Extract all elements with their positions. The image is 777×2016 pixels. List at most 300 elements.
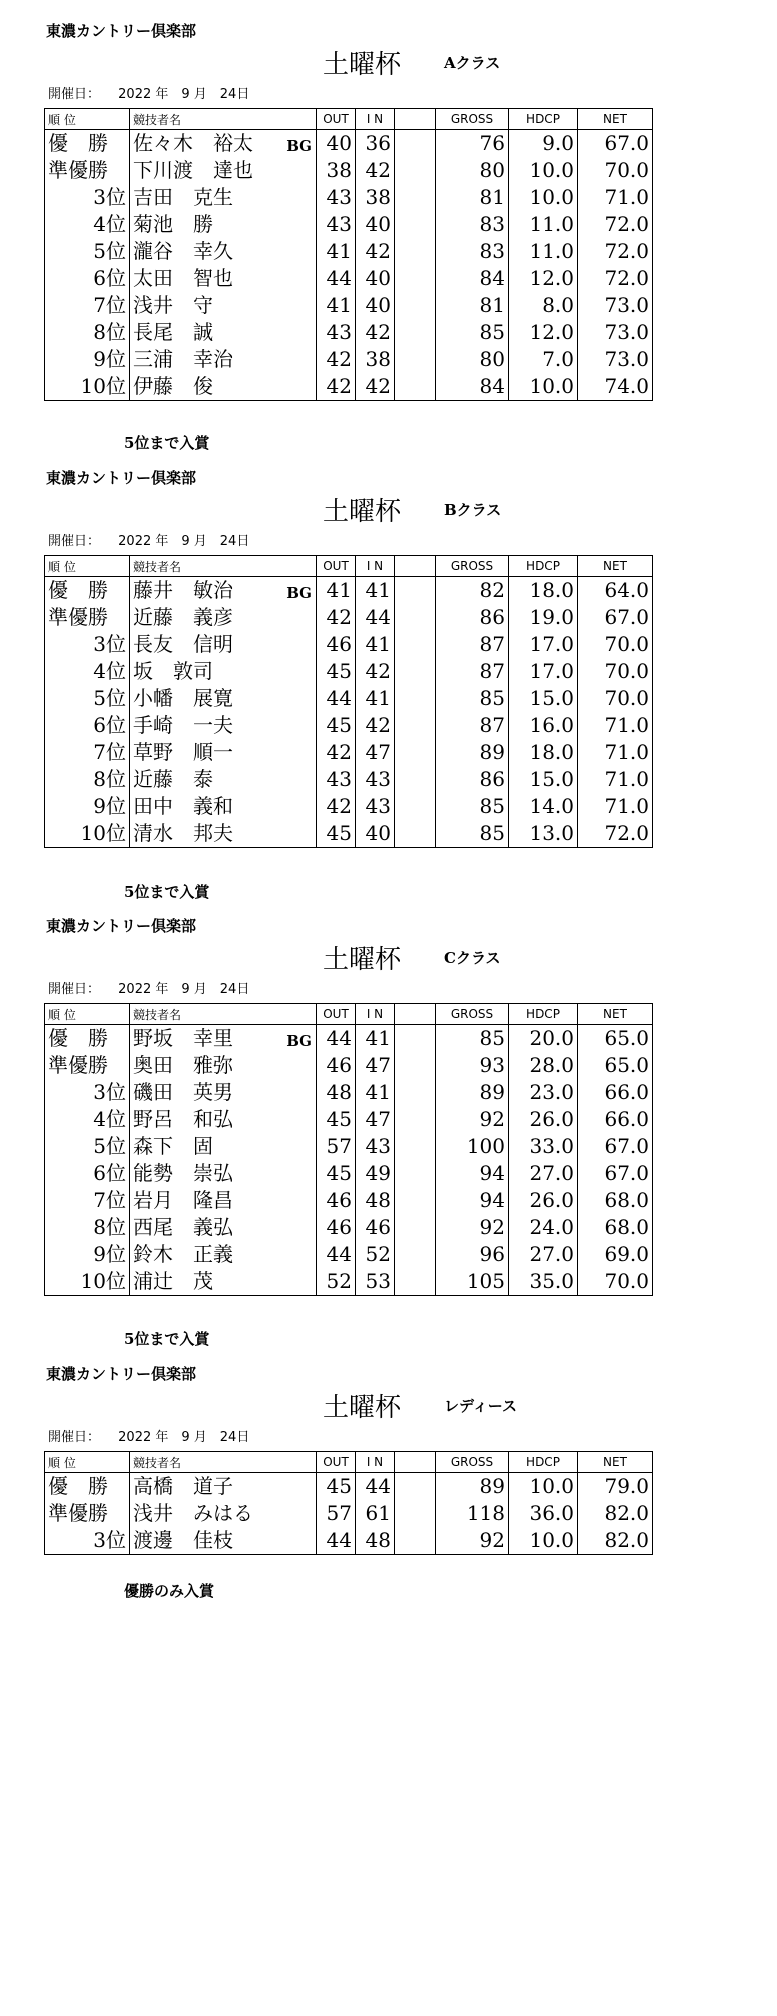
competitor-name-cell <box>130 1052 317 1079</box>
hdcp-cell: 35.0 <box>509 1268 578 1296</box>
competitor-name: 野坂 幸里 <box>133 1026 233 1050</box>
hdcp-cell: 15.0 <box>509 766 578 793</box>
table-row <box>45 820 653 848</box>
gross-score-cell: 89 <box>436 739 509 766</box>
table-row <box>45 1500 653 1527</box>
in-score-cell: 47 <box>356 1106 395 1133</box>
out-header: OUT <box>317 1452 356 1473</box>
competitor-name-cell <box>130 319 317 346</box>
gross-score-cell: 89 <box>436 1473 509 1501</box>
in-score-cell: 49 <box>356 1160 395 1187</box>
hdcp-cell: 26.0 <box>509 1106 578 1133</box>
competitor-name: 太田 智也 <box>133 266 233 290</box>
rank-cell: 準優勝 <box>45 1052 130 1079</box>
rank-cell: 3位 <box>45 1527 130 1555</box>
in-score-cell: 48 <box>356 1187 395 1214</box>
in-header: I N <box>356 1004 395 1025</box>
in-header: I N <box>356 109 395 130</box>
rank-cell: 優 勝 <box>45 1473 130 1501</box>
gross-score-cell: 80 <box>436 346 509 373</box>
hdcp-cell: 27.0 <box>509 1241 578 1268</box>
rank-cell: 準優勝 <box>45 157 130 184</box>
out-header: OUT <box>317 109 356 130</box>
competitor-name-cell <box>130 604 317 631</box>
competitor-name: 野呂 和弘 <box>133 1107 233 1131</box>
competitor-name-cell <box>130 1214 317 1241</box>
competitor-name: 清水 邦夫 <box>133 821 233 845</box>
out-score-cell: 42 <box>317 604 356 631</box>
competitor-name-cell <box>130 1500 317 1527</box>
blank-cell <box>395 766 436 793</box>
blank-cell <box>395 1473 436 1501</box>
hdcp-cell: 10.0 <box>509 157 578 184</box>
table-row <box>45 1025 653 1053</box>
in-score-cell: 61 <box>356 1500 395 1527</box>
competitor-name: 田中 義和 <box>133 794 233 818</box>
in-score-cell: 43 <box>356 793 395 820</box>
competitor-name: 近藤 義彦 <box>133 605 233 629</box>
in-score-cell: 40 <box>356 211 395 238</box>
net-score-cell: 65.0 <box>578 1025 653 1053</box>
competitor-name-cell <box>130 373 317 401</box>
competitor-name: 坂 敦司 <box>133 659 213 683</box>
competitor-name-cell <box>130 1187 317 1214</box>
gross-score-cell: 84 <box>436 265 509 292</box>
competitor-name-cell <box>130 130 317 158</box>
out-score-cell: 57 <box>317 1133 356 1160</box>
competitor-name: 吉田 克生 <box>133 185 233 209</box>
gross-score-cell: 86 <box>436 766 509 793</box>
gross-header: GROSS <box>436 1452 509 1473</box>
net-score-cell: 82.0 <box>578 1527 653 1555</box>
gross-header: GROSS <box>436 1004 509 1025</box>
competitor-name: 岩月 隆昌 <box>133 1188 233 1212</box>
hdcp-cell: 28.0 <box>509 1052 578 1079</box>
results-table <box>44 108 653 401</box>
net-score-cell: 70.0 <box>578 658 653 685</box>
hdcp-cell: 18.0 <box>509 739 578 766</box>
competitor-name-cell <box>130 1025 317 1053</box>
gross-score-cell: 100 <box>436 1133 509 1160</box>
gross-score-cell: 85 <box>436 820 509 848</box>
hdcp-cell: 10.0 <box>509 184 578 211</box>
rank-cell: 3位 <box>45 184 130 211</box>
table-row <box>45 1187 653 1214</box>
net-score-cell: 71.0 <box>578 793 653 820</box>
net-score-cell: 72.0 <box>578 820 653 848</box>
header-row <box>45 109 653 130</box>
hdcp-cell: 10.0 <box>509 373 578 401</box>
hdcp-cell: 16.0 <box>509 712 578 739</box>
net-score-cell: 70.0 <box>578 631 653 658</box>
blank-cell <box>395 1241 436 1268</box>
table-row <box>45 1214 653 1241</box>
date-label: 開催日： <box>48 534 101 549</box>
blank-cell <box>395 184 436 211</box>
results-section-a <box>0 0 777 452</box>
cup-title: 土曜杯 <box>323 497 402 527</box>
rank-cell: 8位 <box>45 766 130 793</box>
out-score-cell: 43 <box>317 184 356 211</box>
out-score-cell: 43 <box>317 766 356 793</box>
blank-cell <box>395 1187 436 1214</box>
out-score-cell: 44 <box>317 265 356 292</box>
table-row <box>45 1106 653 1133</box>
net-score-cell: 69.0 <box>578 1241 653 1268</box>
gross-score-cell: 105 <box>436 1268 509 1296</box>
hdcp-cell: 12.0 <box>509 319 578 346</box>
hdcp-header: HDCP <box>509 556 578 577</box>
class-label: Cクラス <box>444 949 501 967</box>
hdcp-cell: 10.0 <box>509 1527 578 1555</box>
competitor-name: 浅井 みはる <box>133 1501 253 1525</box>
blank-cell <box>395 631 436 658</box>
table-row <box>45 1052 653 1079</box>
event-date <box>48 83 249 102</box>
hdcp-cell: 9.0 <box>509 130 578 158</box>
table-row <box>45 577 653 605</box>
blank-cell <box>395 130 436 158</box>
hdcp-cell: 14.0 <box>509 793 578 820</box>
prize-note: 5位まで入賞 <box>124 883 210 901</box>
competitor-name-cell <box>130 820 317 848</box>
table-row <box>45 604 653 631</box>
net-score-cell: 70.0 <box>578 157 653 184</box>
gross-score-cell: 87 <box>436 712 509 739</box>
rank-cell: 9位 <box>45 793 130 820</box>
in-score-cell: 41 <box>356 1079 395 1106</box>
rank-cell: 9位 <box>45 346 130 373</box>
out-score-cell: 44 <box>317 1241 356 1268</box>
rank-cell: 10位 <box>45 373 130 401</box>
gross-score-cell: 87 <box>436 658 509 685</box>
blank-cell <box>395 1527 436 1555</box>
rank-cell: 8位 <box>45 319 130 346</box>
table-row <box>45 1241 653 1268</box>
competitor-name: 奥田 雅弥 <box>133 1053 233 1077</box>
out-score-cell: 42 <box>317 373 356 401</box>
net-header: NET <box>578 1004 653 1025</box>
competitor-name: 菊池 勝 <box>133 212 213 236</box>
hdcp-cell: 10.0 <box>509 1473 578 1501</box>
gross-score-cell: 92 <box>436 1527 509 1555</box>
blank-cell <box>395 1079 436 1106</box>
blank-cell <box>395 712 436 739</box>
competitor-name-cell <box>130 577 317 605</box>
in-score-cell: 42 <box>356 712 395 739</box>
in-score-cell: 42 <box>356 238 395 265</box>
net-score-cell: 82.0 <box>578 1500 653 1527</box>
in-score-cell: 43 <box>356 766 395 793</box>
competitor-name-cell <box>130 346 317 373</box>
net-score-cell: 71.0 <box>578 712 653 739</box>
rank-cell: 準優勝 <box>45 604 130 631</box>
in-score-cell: 52 <box>356 1241 395 1268</box>
net-score-cell: 70.0 <box>578 685 653 712</box>
table-row <box>45 712 653 739</box>
net-score-cell: 79.0 <box>578 1473 653 1501</box>
table-row <box>45 793 653 820</box>
rank-cell: 5位 <box>45 1133 130 1160</box>
competitor-name-cell <box>130 1079 317 1106</box>
gross-score-cell: 82 <box>436 577 509 605</box>
results-section-ladies <box>0 1343 777 1623</box>
hdcp-cell: 11.0 <box>509 238 578 265</box>
hdcp-cell: 17.0 <box>509 658 578 685</box>
competitor-name-header: 競技者名 <box>130 1452 317 1473</box>
competitor-name: 草野 順一 <box>133 740 233 764</box>
out-score-cell: 46 <box>317 1214 356 1241</box>
net-score-cell: 72.0 <box>578 211 653 238</box>
rank-header: 順 位 <box>45 1452 130 1473</box>
best-gross-badge: BG <box>286 1032 312 1050</box>
net-header: NET <box>578 556 653 577</box>
net-score-cell: 74.0 <box>578 373 653 401</box>
in-score-cell: 41 <box>356 685 395 712</box>
gross-score-cell: 83 <box>436 238 509 265</box>
table-row <box>45 265 653 292</box>
header-row <box>45 1452 653 1473</box>
net-score-cell: 67.0 <box>578 604 653 631</box>
out-score-cell: 52 <box>317 1268 356 1296</box>
net-score-cell: 67.0 <box>578 1133 653 1160</box>
out-score-cell: 45 <box>317 1160 356 1187</box>
competitor-name: 浦辻 茂 <box>133 1269 213 1293</box>
in-score-cell: 40 <box>356 820 395 848</box>
date-label: 開催日： <box>48 1430 101 1445</box>
blank-cell <box>395 1268 436 1296</box>
hdcp-cell: 15.0 <box>509 685 578 712</box>
competitor-name: 佐々木 裕太 <box>133 131 253 155</box>
hdcp-cell: 27.0 <box>509 1160 578 1187</box>
rank-cell: 7位 <box>45 739 130 766</box>
header-row <box>45 556 653 577</box>
rank-cell: 優 勝 <box>45 577 130 605</box>
rank-cell: 準優勝 <box>45 1500 130 1527</box>
competitor-name-cell <box>130 685 317 712</box>
blank-cell <box>395 820 436 848</box>
club-name: 東濃カントリー倶楽部 <box>46 1365 197 1383</box>
in-score-cell: 48 <box>356 1527 395 1555</box>
cup-title: 土曜杯 <box>323 945 402 975</box>
rank-cell: 4位 <box>45 1106 130 1133</box>
table-row <box>45 685 653 712</box>
hdcp-cell: 26.0 <box>509 1187 578 1214</box>
competitor-name-cell <box>130 1268 317 1296</box>
in-score-cell: 38 <box>356 346 395 373</box>
table-row <box>45 346 653 373</box>
blank-cell <box>395 604 436 631</box>
competitor-name: 長友 信明 <box>133 632 233 656</box>
competitor-name-cell <box>130 292 317 319</box>
blank-cell <box>395 793 436 820</box>
rank-cell: 9位 <box>45 1241 130 1268</box>
rank-cell: 10位 <box>45 1268 130 1296</box>
net-score-cell: 72.0 <box>578 265 653 292</box>
hdcp-cell: 8.0 <box>509 292 578 319</box>
in-score-cell: 42 <box>356 658 395 685</box>
competitor-name: 小幡 展寛 <box>133 686 233 710</box>
in-header: I N <box>356 1452 395 1473</box>
competitor-name-cell <box>130 238 317 265</box>
competitor-name-header: 競技者名 <box>130 1004 317 1025</box>
hdcp-cell: 20.0 <box>509 1025 578 1053</box>
competitor-name-cell <box>130 1106 317 1133</box>
rank-header: 順 位 <box>45 109 130 130</box>
competitor-name: 三浦 幸治 <box>133 347 233 371</box>
blank-header <box>395 109 436 130</box>
in-score-cell: 41 <box>356 631 395 658</box>
rank-cell: 6位 <box>45 712 130 739</box>
blank-cell <box>395 685 436 712</box>
net-score-cell: 67.0 <box>578 130 653 158</box>
gross-score-cell: 94 <box>436 1160 509 1187</box>
rank-cell: 8位 <box>45 1214 130 1241</box>
gross-score-cell: 96 <box>436 1241 509 1268</box>
rank-cell: 3位 <box>45 631 130 658</box>
net-score-cell: 70.0 <box>578 1268 653 1296</box>
net-score-cell: 71.0 <box>578 184 653 211</box>
out-score-cell: 43 <box>317 211 356 238</box>
table-row <box>45 1473 653 1501</box>
competitor-name: 渡邊 佳枝 <box>133 1528 233 1552</box>
net-score-cell: 73.0 <box>578 346 653 373</box>
rank-cell: 5位 <box>45 685 130 712</box>
gross-score-cell: 85 <box>436 319 509 346</box>
competitor-name: 高橋 道子 <box>133 1474 233 1498</box>
table-row <box>45 319 653 346</box>
out-score-cell: 38 <box>317 157 356 184</box>
out-score-cell: 42 <box>317 739 356 766</box>
hdcp-cell: 24.0 <box>509 1214 578 1241</box>
event-date <box>48 978 249 997</box>
net-score-cell: 65.0 <box>578 1052 653 1079</box>
competitor-name-cell <box>130 1160 317 1187</box>
header-row <box>45 1004 653 1025</box>
gross-score-cell: 85 <box>436 1025 509 1053</box>
out-score-cell: 57 <box>317 1500 356 1527</box>
prize-note: 5位まで入賞 <box>124 1330 210 1348</box>
cup-title: 土曜杯 <box>323 1393 402 1423</box>
in-score-cell: 36 <box>356 130 395 158</box>
hdcp-header: HDCP <box>509 109 578 130</box>
rank-cell: 5位 <box>45 238 130 265</box>
blank-cell <box>395 319 436 346</box>
table-row <box>45 739 653 766</box>
competitor-name-cell <box>130 157 317 184</box>
blank-cell <box>395 1025 436 1053</box>
results-table <box>44 1003 653 1296</box>
out-score-cell: 41 <box>317 577 356 605</box>
rank-cell: 優 勝 <box>45 130 130 158</box>
blank-header <box>395 1004 436 1025</box>
hdcp-cell: 23.0 <box>509 1079 578 1106</box>
results-table <box>44 555 653 848</box>
table-row <box>45 1160 653 1187</box>
gross-score-cell: 84 <box>436 373 509 401</box>
competitor-name: 伊藤 俊 <box>133 374 213 398</box>
competitor-name: 磯田 英男 <box>133 1080 233 1104</box>
table-row <box>45 1268 653 1296</box>
rank-cell: 優 勝 <box>45 1025 130 1053</box>
rank-header: 順 位 <box>45 556 130 577</box>
results-table <box>44 1451 653 1555</box>
table-row <box>45 184 653 211</box>
competitor-name-cell <box>130 739 317 766</box>
competitor-name-cell <box>130 184 317 211</box>
competitor-name: 下川渡 達也 <box>133 158 253 182</box>
date-label: 開催日： <box>48 982 101 997</box>
net-score-cell: 66.0 <box>578 1106 653 1133</box>
competitor-name-cell <box>130 766 317 793</box>
blank-header <box>395 556 436 577</box>
table-row <box>45 292 653 319</box>
blank-cell <box>395 265 436 292</box>
in-score-cell: 42 <box>356 373 395 401</box>
hdcp-cell: 7.0 <box>509 346 578 373</box>
gross-score-cell: 92 <box>436 1106 509 1133</box>
rank-cell: 10位 <box>45 820 130 848</box>
out-score-cell: 44 <box>317 685 356 712</box>
hdcp-cell: 13.0 <box>509 820 578 848</box>
net-header: NET <box>578 109 653 130</box>
competitor-name: 近藤 泰 <box>133 767 213 791</box>
rank-cell: 7位 <box>45 1187 130 1214</box>
hdcp-header: HDCP <box>509 1004 578 1025</box>
competitor-name: 鈴木 正義 <box>133 1242 233 1266</box>
table-row <box>45 658 653 685</box>
net-score-cell: 72.0 <box>578 238 653 265</box>
out-score-cell: 43 <box>317 319 356 346</box>
gross-score-cell: 118 <box>436 1500 509 1527</box>
competitor-name: 長尾 誠 <box>133 320 213 344</box>
competitor-name: 能勢 崇弘 <box>133 1161 233 1185</box>
blank-cell <box>395 1160 436 1187</box>
gross-score-cell: 80 <box>436 157 509 184</box>
competitor-name: 手崎 一夫 <box>133 713 233 737</box>
out-score-cell: 42 <box>317 793 356 820</box>
competitor-name-cell <box>130 1473 317 1501</box>
competitor-name: 西尾 義弘 <box>133 1215 233 1239</box>
out-score-cell: 41 <box>317 292 356 319</box>
blank-cell <box>395 1052 436 1079</box>
rank-cell: 7位 <box>45 292 130 319</box>
blank-header <box>395 1452 436 1473</box>
class-label: Aクラス <box>444 54 501 72</box>
in-score-cell: 40 <box>356 292 395 319</box>
prize-note: 優勝のみ入賞 <box>124 1582 215 1600</box>
best-gross-badge: BG <box>286 137 312 155</box>
out-score-cell: 46 <box>317 631 356 658</box>
hdcp-cell: 36.0 <box>509 1500 578 1527</box>
in-score-cell: 41 <box>356 1025 395 1053</box>
blank-cell <box>395 1133 436 1160</box>
blank-cell <box>395 1500 436 1527</box>
in-score-cell: 43 <box>356 1133 395 1160</box>
table-row <box>45 157 653 184</box>
net-score-cell: 71.0 <box>578 766 653 793</box>
event-date <box>48 1426 249 1445</box>
out-score-cell: 40 <box>317 130 356 158</box>
gross-header: GROSS <box>436 556 509 577</box>
in-header: I N <box>356 556 395 577</box>
blank-cell <box>395 739 436 766</box>
best-gross-badge: BG <box>286 584 312 602</box>
net-score-cell: 68.0 <box>578 1187 653 1214</box>
date-value: 2022 年 9 月 24日 <box>118 534 250 549</box>
hdcp-header: HDCP <box>509 1452 578 1473</box>
competitor-name-cell <box>130 793 317 820</box>
